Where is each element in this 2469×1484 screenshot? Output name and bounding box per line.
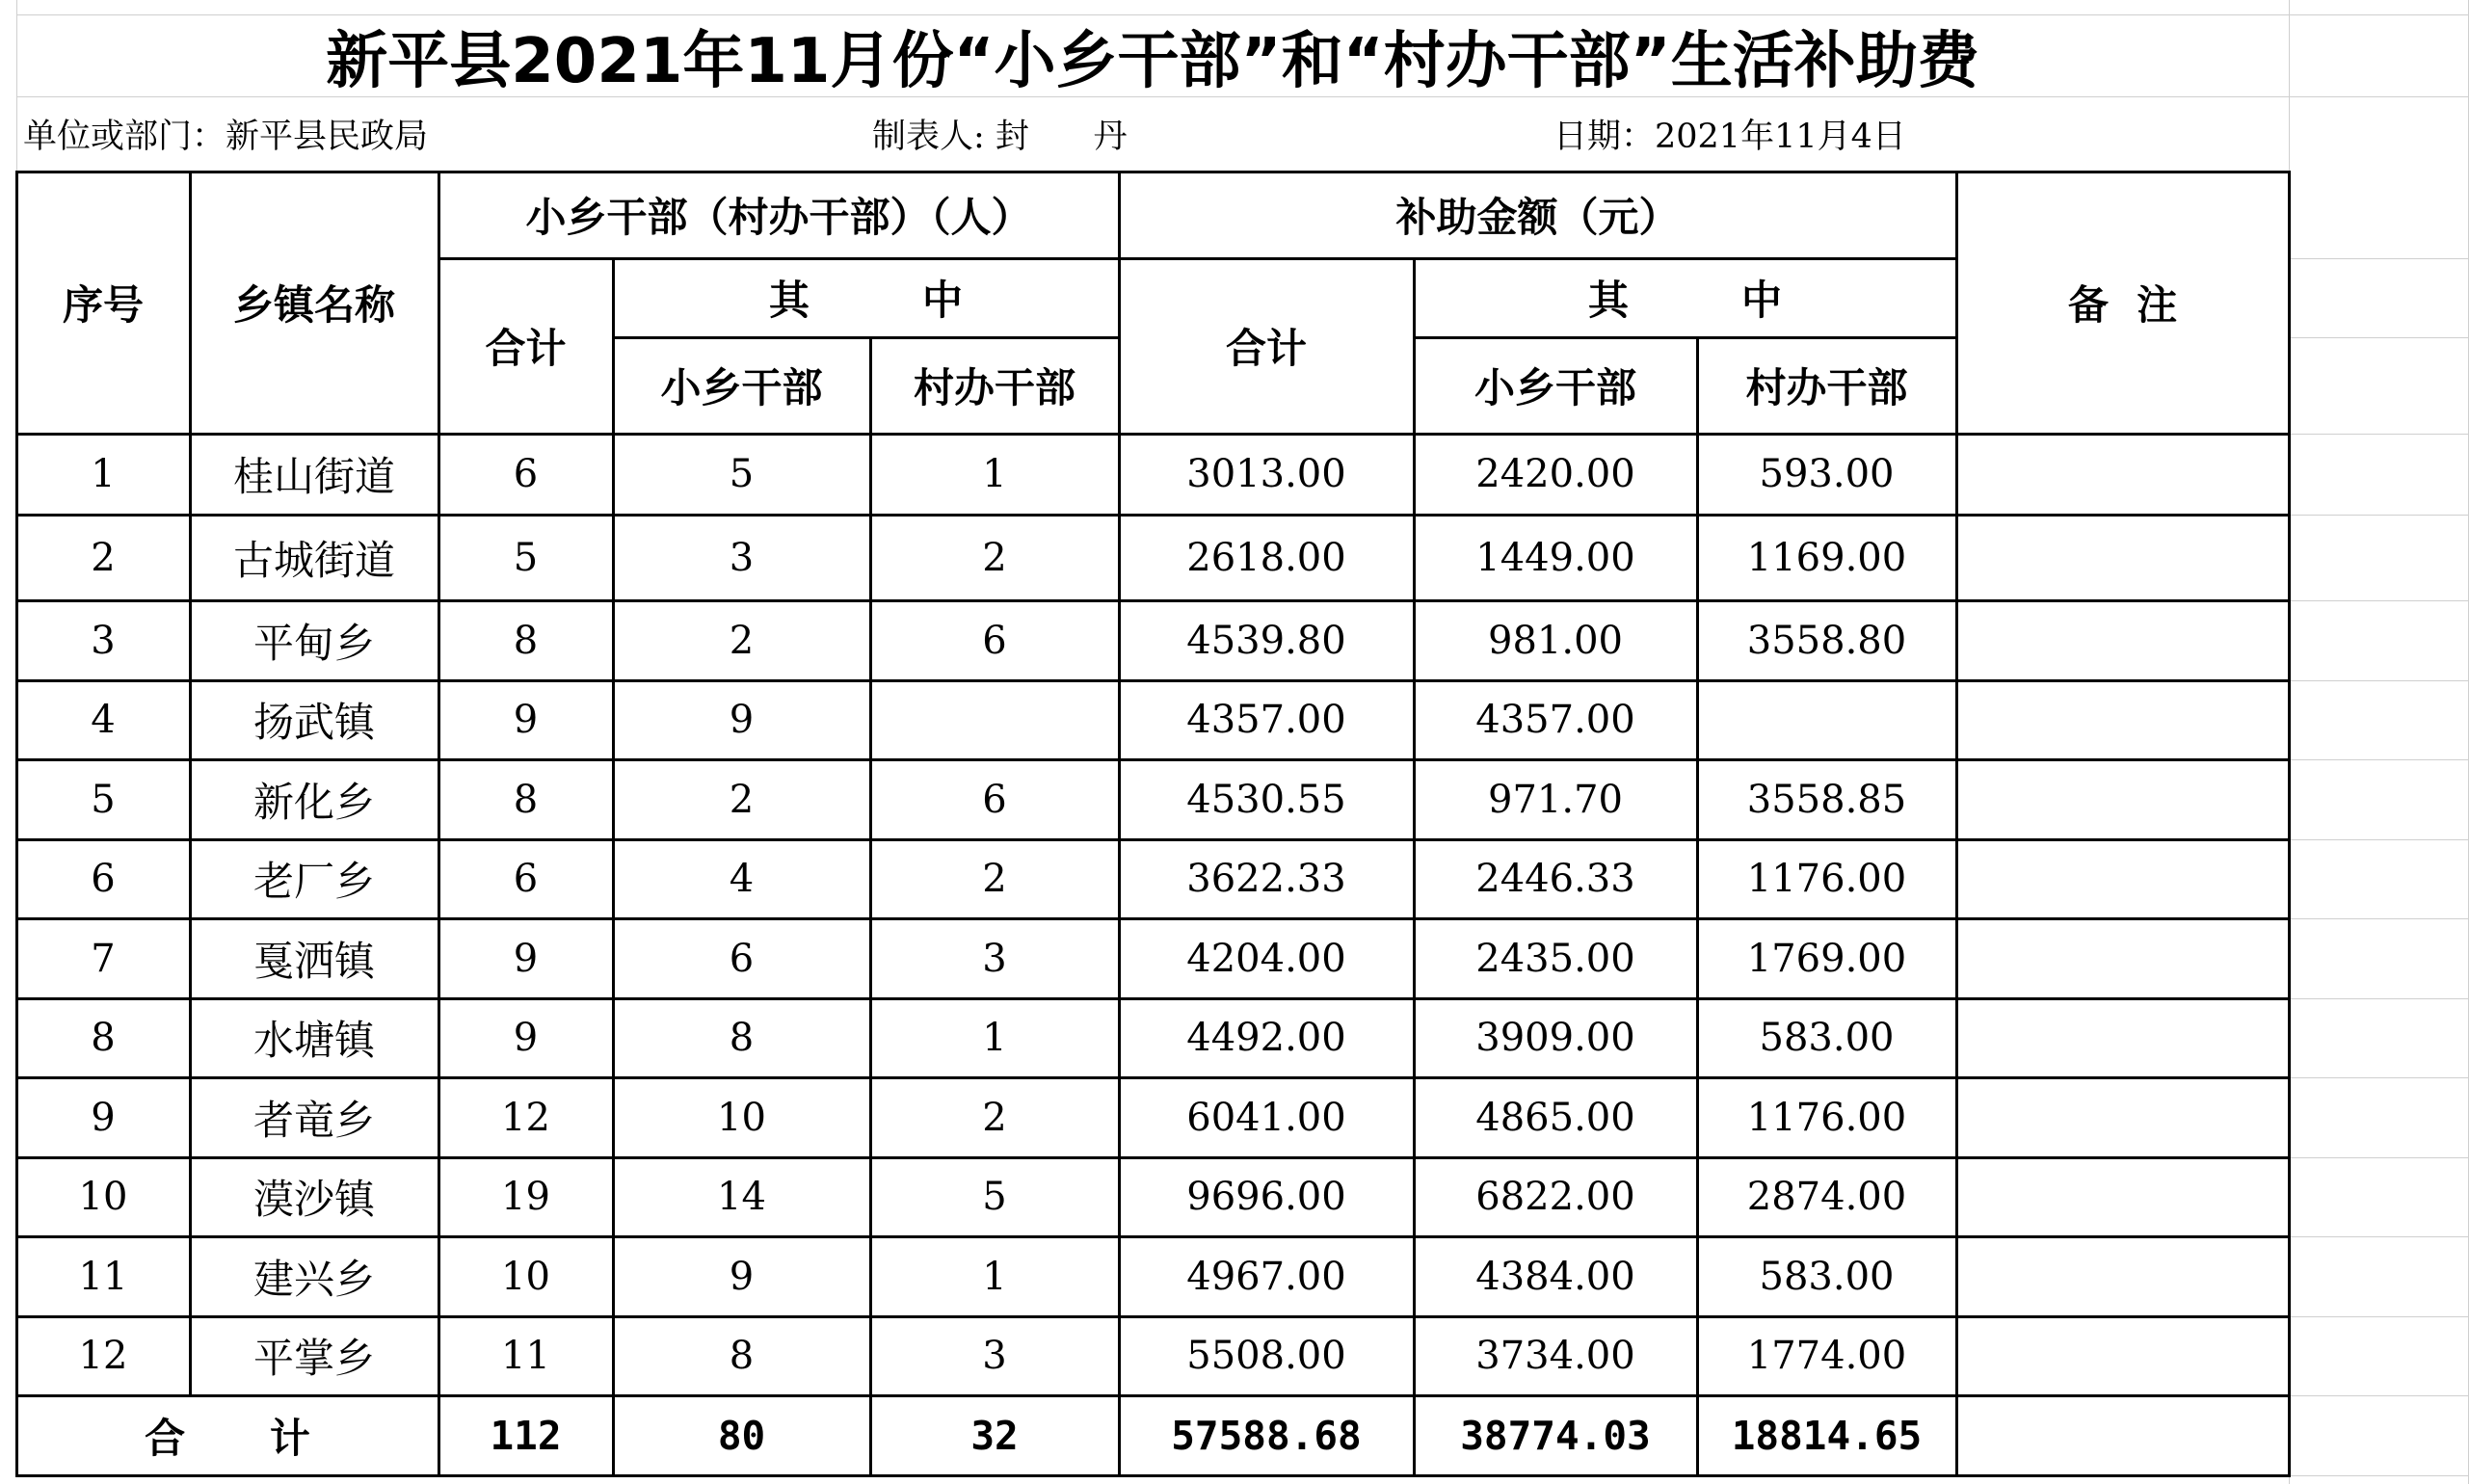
table-border <box>612 336 1121 339</box>
table-border <box>15 758 2291 761</box>
row-amount-small: 4384.00 <box>1475 1254 1635 1299</box>
row-amount-village: 583.00 <box>1759 1254 1895 1299</box>
row-cadre-village: 3 <box>982 936 1007 981</box>
row-amount-village: 1176.00 <box>1746 1095 1907 1140</box>
row-town: 扬武镇 <box>252 699 375 746</box>
row-amount-small: 4865.00 <box>1475 1095 1635 1140</box>
row-cadre-small: 4 <box>729 857 755 901</box>
row-cadre-village: 1 <box>982 452 1007 496</box>
page-title: 新平县2021年11月份“小乡干部”和“村办干部”生活补助费 <box>326 25 1979 97</box>
row-remark <box>1956 1316 2289 1395</box>
row-cadre-small: 2 <box>729 777 755 822</box>
totals-amt-small: 38774.03 <box>1460 1412 1651 1459</box>
row-amount-village: 3558.85 <box>1746 777 1907 822</box>
row-amount-total: 4967.00 <box>1186 1254 1346 1299</box>
table-border <box>1118 257 1958 260</box>
grid-line <box>2289 1395 2469 1396</box>
row-remark <box>1956 515 2289 600</box>
grid-line <box>2289 998 2469 999</box>
row-town: 桂山街道 <box>232 453 395 500</box>
row-cadre-small: 10 <box>717 1095 766 1140</box>
row-remark <box>1956 600 2289 680</box>
row-amount-small: 2420.00 <box>1475 452 1635 496</box>
row-seq: 11 <box>78 1254 128 1299</box>
row-seq: 6 <box>91 857 116 901</box>
row-remark <box>1956 1157 2289 1236</box>
row-cadre-total: 12 <box>501 1095 550 1140</box>
table-border <box>15 679 2291 682</box>
row-amount-total: 5508.00 <box>1186 1334 1346 1378</box>
row-cadre-small: 2 <box>729 618 755 663</box>
row-cadre-small: 14 <box>717 1175 766 1219</box>
row-amount-small: 6822.00 <box>1475 1175 1635 1219</box>
row-town: 漠沙镇 <box>252 1176 375 1223</box>
grid-line <box>2289 680 2469 681</box>
table-border <box>15 917 2291 920</box>
row-cadre-small: 3 <box>729 535 755 580</box>
table-border <box>15 1076 2291 1079</box>
row-cadre-village: 1 <box>982 1016 1007 1060</box>
grid-line <box>2289 1077 2469 1078</box>
totals-amt-village: 18814.65 <box>1731 1412 1923 1459</box>
row-town: 戛洒镇 <box>252 937 375 985</box>
grid-line <box>2289 1475 2469 1476</box>
row-amount-small: 1449.00 <box>1475 535 1635 580</box>
row-amount-village: 593.00 <box>1759 452 1895 496</box>
table-border <box>15 171 2291 173</box>
row-amount-village: 1176.00 <box>1746 857 1907 901</box>
maker-label: 制表人: 封 丹 <box>872 118 1128 156</box>
row-amount-village: 583.00 <box>1759 1016 1895 1060</box>
row-amount-total: 4530.55 <box>1186 777 1346 822</box>
table-border <box>1413 257 1416 1477</box>
row-amount-village: 2874.00 <box>1746 1175 1907 1219</box>
header-subsidy-group: 补助金额（元） <box>1395 194 1680 241</box>
row-amount-village: 1169.00 <box>1746 535 1907 580</box>
row-seq: 9 <box>91 1095 116 1140</box>
row-cadre-total: 6 <box>513 857 539 901</box>
grid-line <box>2289 839 2469 840</box>
grid-line <box>2289 1236 2469 1237</box>
table-border <box>15 838 2291 841</box>
row-remark <box>1956 434 2289 515</box>
row-amount-small: 971.70 <box>1488 777 1623 822</box>
row-cadre-small: 6 <box>729 936 755 981</box>
grid-line <box>2289 759 2469 760</box>
row-town: 老厂乡 <box>252 858 375 905</box>
row-town: 平甸乡 <box>252 619 375 667</box>
row-cadre-small: 9 <box>729 698 755 742</box>
row-seq: 7 <box>91 936 116 981</box>
row-town: 古城街道 <box>232 536 395 584</box>
row-seq: 8 <box>91 1016 116 1060</box>
header-cadre-village: 村办干部 <box>913 364 1075 411</box>
table-border <box>15 514 2291 517</box>
unit-label: 单位或部门：新平县民政局 <box>23 118 429 156</box>
row-cadre-total: 6 <box>513 452 539 496</box>
row-town: 新化乡 <box>252 778 375 826</box>
row-amount-total: 3622.33 <box>1186 857 1346 901</box>
header-subsidy-village: 村办干部 <box>1745 364 1908 411</box>
grid-line <box>2289 258 2469 259</box>
row-amount-village: 1774.00 <box>1746 1334 1907 1378</box>
row-cadre-total: 8 <box>513 618 539 663</box>
row-amount-total: 9696.00 <box>1186 1175 1346 1219</box>
row-town: 建兴乡 <box>252 1255 375 1303</box>
row-seq: 3 <box>91 618 116 663</box>
row-cadre-total: 8 <box>513 777 539 822</box>
row-cadre-total: 5 <box>513 535 539 580</box>
row-cadre-total: 9 <box>513 936 539 981</box>
header-cadre-small: 小乡干部 <box>660 364 823 411</box>
row-remark <box>1956 918 2289 998</box>
row-cadre-total: 19 <box>501 1175 550 1219</box>
row-seq: 2 <box>91 535 116 580</box>
grid-line <box>2289 600 2469 601</box>
table-border <box>1413 336 1958 339</box>
row-seq: 12 <box>78 1334 128 1378</box>
table-border <box>15 997 2291 1000</box>
table-border <box>2288 171 2291 1477</box>
row-amount-total: 2618.00 <box>1186 535 1346 580</box>
row-remark <box>1956 839 2289 918</box>
header-town-name: 乡镇名称 <box>232 281 395 329</box>
row-town: 平掌乡 <box>252 1335 375 1382</box>
row-cadre-total: 9 <box>513 698 539 742</box>
grid-line <box>2289 515 2469 516</box>
row-cadre-small: 9 <box>729 1254 755 1299</box>
grid-line <box>2289 337 2469 338</box>
row-seq: 5 <box>91 777 116 822</box>
row-cadre-small: 5 <box>729 452 755 496</box>
row-cadre-total: 9 <box>513 1016 539 1060</box>
row-amount-total: 4204.00 <box>1186 936 1346 981</box>
row-remark <box>1956 680 2289 759</box>
row-seq: 4 <box>91 698 116 742</box>
table-border <box>1955 171 1958 1477</box>
totals-total: 112 <box>490 1412 562 1459</box>
row-amount-total: 4539.80 <box>1186 618 1346 663</box>
header-subsidy-small: 小乡干部 <box>1473 364 1636 411</box>
row-amount-small: 2446.33 <box>1475 857 1635 901</box>
header-seq: 序号 <box>62 281 144 329</box>
row-remark <box>1956 1077 2289 1157</box>
row-remark <box>1956 759 2289 839</box>
table-border <box>869 336 872 1477</box>
header-cadre-group: 小乡干部（村办干部）（人） <box>525 194 1032 241</box>
table-border <box>15 1156 2291 1159</box>
row-cadre-village: 2 <box>982 535 1007 580</box>
row-seq: 1 <box>91 452 116 496</box>
row-cadre-total: 11 <box>501 1334 550 1378</box>
table-border <box>612 257 615 1477</box>
row-cadre-village: 3 <box>982 1334 1007 1378</box>
row-remark <box>1956 998 2289 1077</box>
header-remark: 备 注 <box>2067 281 2178 329</box>
table-border <box>15 171 18 1477</box>
grid-line <box>2289 1316 2469 1317</box>
row-amount-small: 2435.00 <box>1475 936 1635 981</box>
grid-line <box>2289 1157 2469 1158</box>
row-cadre-small: 8 <box>729 1016 755 1060</box>
table-border <box>15 1474 2291 1477</box>
row-amount-village: 1769.00 <box>1746 936 1907 981</box>
row-town: 水塘镇 <box>252 1017 375 1064</box>
table-border <box>189 171 192 1397</box>
row-cadre-village: 6 <box>982 618 1007 663</box>
row-amount-small: 981.00 <box>1488 618 1623 663</box>
row-amount-total: 4357.00 <box>1186 698 1346 742</box>
row-cadre-village <box>870 680 1119 759</box>
row-amount-total: 6041.00 <box>1186 1095 1346 1140</box>
row-amount-total: 4492.00 <box>1186 1016 1346 1060</box>
row-amount-village: 3558.80 <box>1746 618 1907 663</box>
header-cadre-total: 合计 <box>485 325 567 372</box>
table-border <box>1696 336 1699 1477</box>
table-border <box>15 433 2291 436</box>
row-amount-small: 3734.00 <box>1475 1334 1635 1378</box>
table-border <box>1118 171 1121 1477</box>
row-cadre-village: 2 <box>982 857 1007 901</box>
grid-line <box>2289 434 2469 435</box>
row-amount-small: 3909.00 <box>1475 1016 1635 1060</box>
table-border <box>15 1235 2291 1238</box>
row-cadre-small: 8 <box>729 1334 755 1378</box>
row-amount-total: 3013.00 <box>1186 452 1346 496</box>
row-amount-village <box>1697 680 1956 759</box>
totals-label: 合 计 <box>145 1414 310 1462</box>
table-border <box>15 1394 2291 1397</box>
table-border <box>438 171 440 1477</box>
table-border <box>438 257 1121 260</box>
row-cadre-total: 10 <box>501 1254 550 1299</box>
row-remark <box>1956 1236 2289 1316</box>
row-cadre-village: 6 <box>982 777 1007 822</box>
date-label: 日期：2021年11月4日 <box>1553 118 1906 156</box>
header-subsidy-total: 合计 <box>1225 325 1307 372</box>
grid-line <box>2289 918 2469 919</box>
table-border <box>15 599 2291 602</box>
row-cadre-village: 5 <box>982 1175 1007 1219</box>
totals-remark <box>1956 1395 2289 1475</box>
totals-small: 80 <box>717 1412 766 1459</box>
row-town: 者竜乡 <box>252 1096 375 1144</box>
totals-amt-total: 57588.68 <box>1171 1412 1362 1459</box>
header-subsidy-of-which: 其 中 <box>1588 277 1782 324</box>
row-cadre-village: 1 <box>982 1254 1007 1299</box>
row-amount-small: 4357.00 <box>1475 698 1635 742</box>
totals-village: 32 <box>970 1412 1019 1459</box>
row-cadre-village: 2 <box>982 1095 1007 1140</box>
row-seq: 10 <box>78 1175 128 1219</box>
header-cadre-of-which: 其 中 <box>769 277 963 324</box>
table-border <box>15 1315 2291 1318</box>
